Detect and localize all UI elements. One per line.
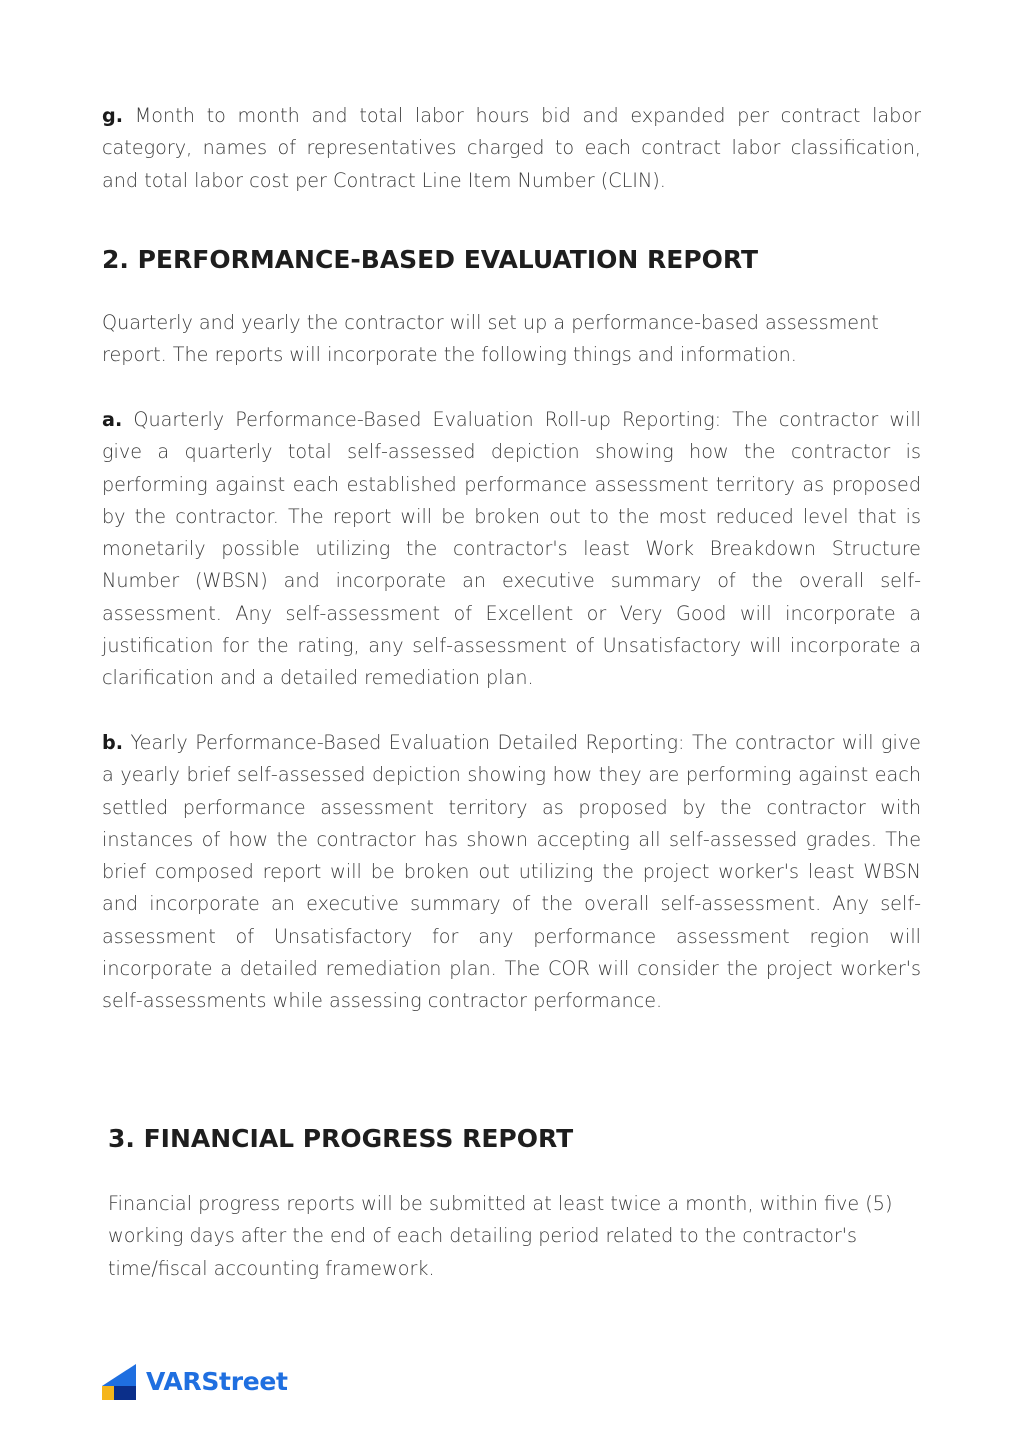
section-2-item-a [102,404,921,695]
footer-logo [102,1364,288,1400]
section-2-heading-wrap [102,243,921,277]
section-3-paragraph: Financial progress reports will be submitted at least twice a month, within five (5) working days after the end of each detailing period related to the contractor's time/fiscal accounting framework. [108,1192,893,1280]
section-g-paragraph [102,100,921,197]
section-g [102,100,921,197]
item-b-text: Yearly Performance-Based Evaluation Detailed Reporting: The contractor will give a yearly brief self-assessed depiction showing how they are performing against each settled performance assessment territory as proposed by the contractor with instances of how the contractor has shown accepting all self-assessed grades. The brief composed report will be broken out utilizing the project worker's least WBSN and incorporate an executive summary of the overall self-assessment. Any self-assessment of Unsatisfactory for any performance assessment region will incorporate a detailed remediation plan. The COR will consider the project worker's self-assessments while assessing contractor performance. [102,731,921,1013]
item-a-label: a. [102,408,123,431]
section-g-text: Month to month and total labor hours bid and expanded per contract labor category, names of representatives charged to each contract labor classification, and total labor cost per Contract Line Item Number (CLIN). [102,104,921,192]
section-3-body-wrap [108,1188,923,1285]
section-g-label: g. [102,104,124,127]
section-2-intro: Quarterly and yearly the contractor will set up a performance-based assessment report. The reports will incorporate the following things and information. [102,311,879,367]
item-b-label: b. [102,731,124,754]
item-a-text: Quarterly Performance-Based Evaluation Roll-up Reporting: The contractor will give a quarterly total self-assessed depiction showing how the contractor is performing against each established performance assessment territory as proposed by the contractor. The report will be broken out to the most reduced level that is monetarily possible utilizing the contractor's least Work Breakdown Structure Number (WBSN) and incorporate an executive summary of the overall self-assessment. Any self-assessment of Excellent or Very Good will incorporate a justification for the rating, any self-assessment of Unsatisfactory will incorporate a clarification and a detailed remediation plan. [102,408,921,690]
item-a-paragraph [102,404,921,695]
section-2-heading: 2. PERFORMANCE-BASED EVALUATION REPORT [102,245,759,274]
section-3-heading: 3. FINANCIAL PROGRESS REPORT [108,1124,574,1153]
section-3-heading-wrap [108,1122,923,1156]
item-b-paragraph [102,727,921,1018]
varstreet-logo-icon [102,1364,136,1400]
logo-wordmark: VARStreet [146,1367,288,1396]
section-2-item-b [102,727,921,1018]
section-2-intro-wrap [102,307,921,372]
